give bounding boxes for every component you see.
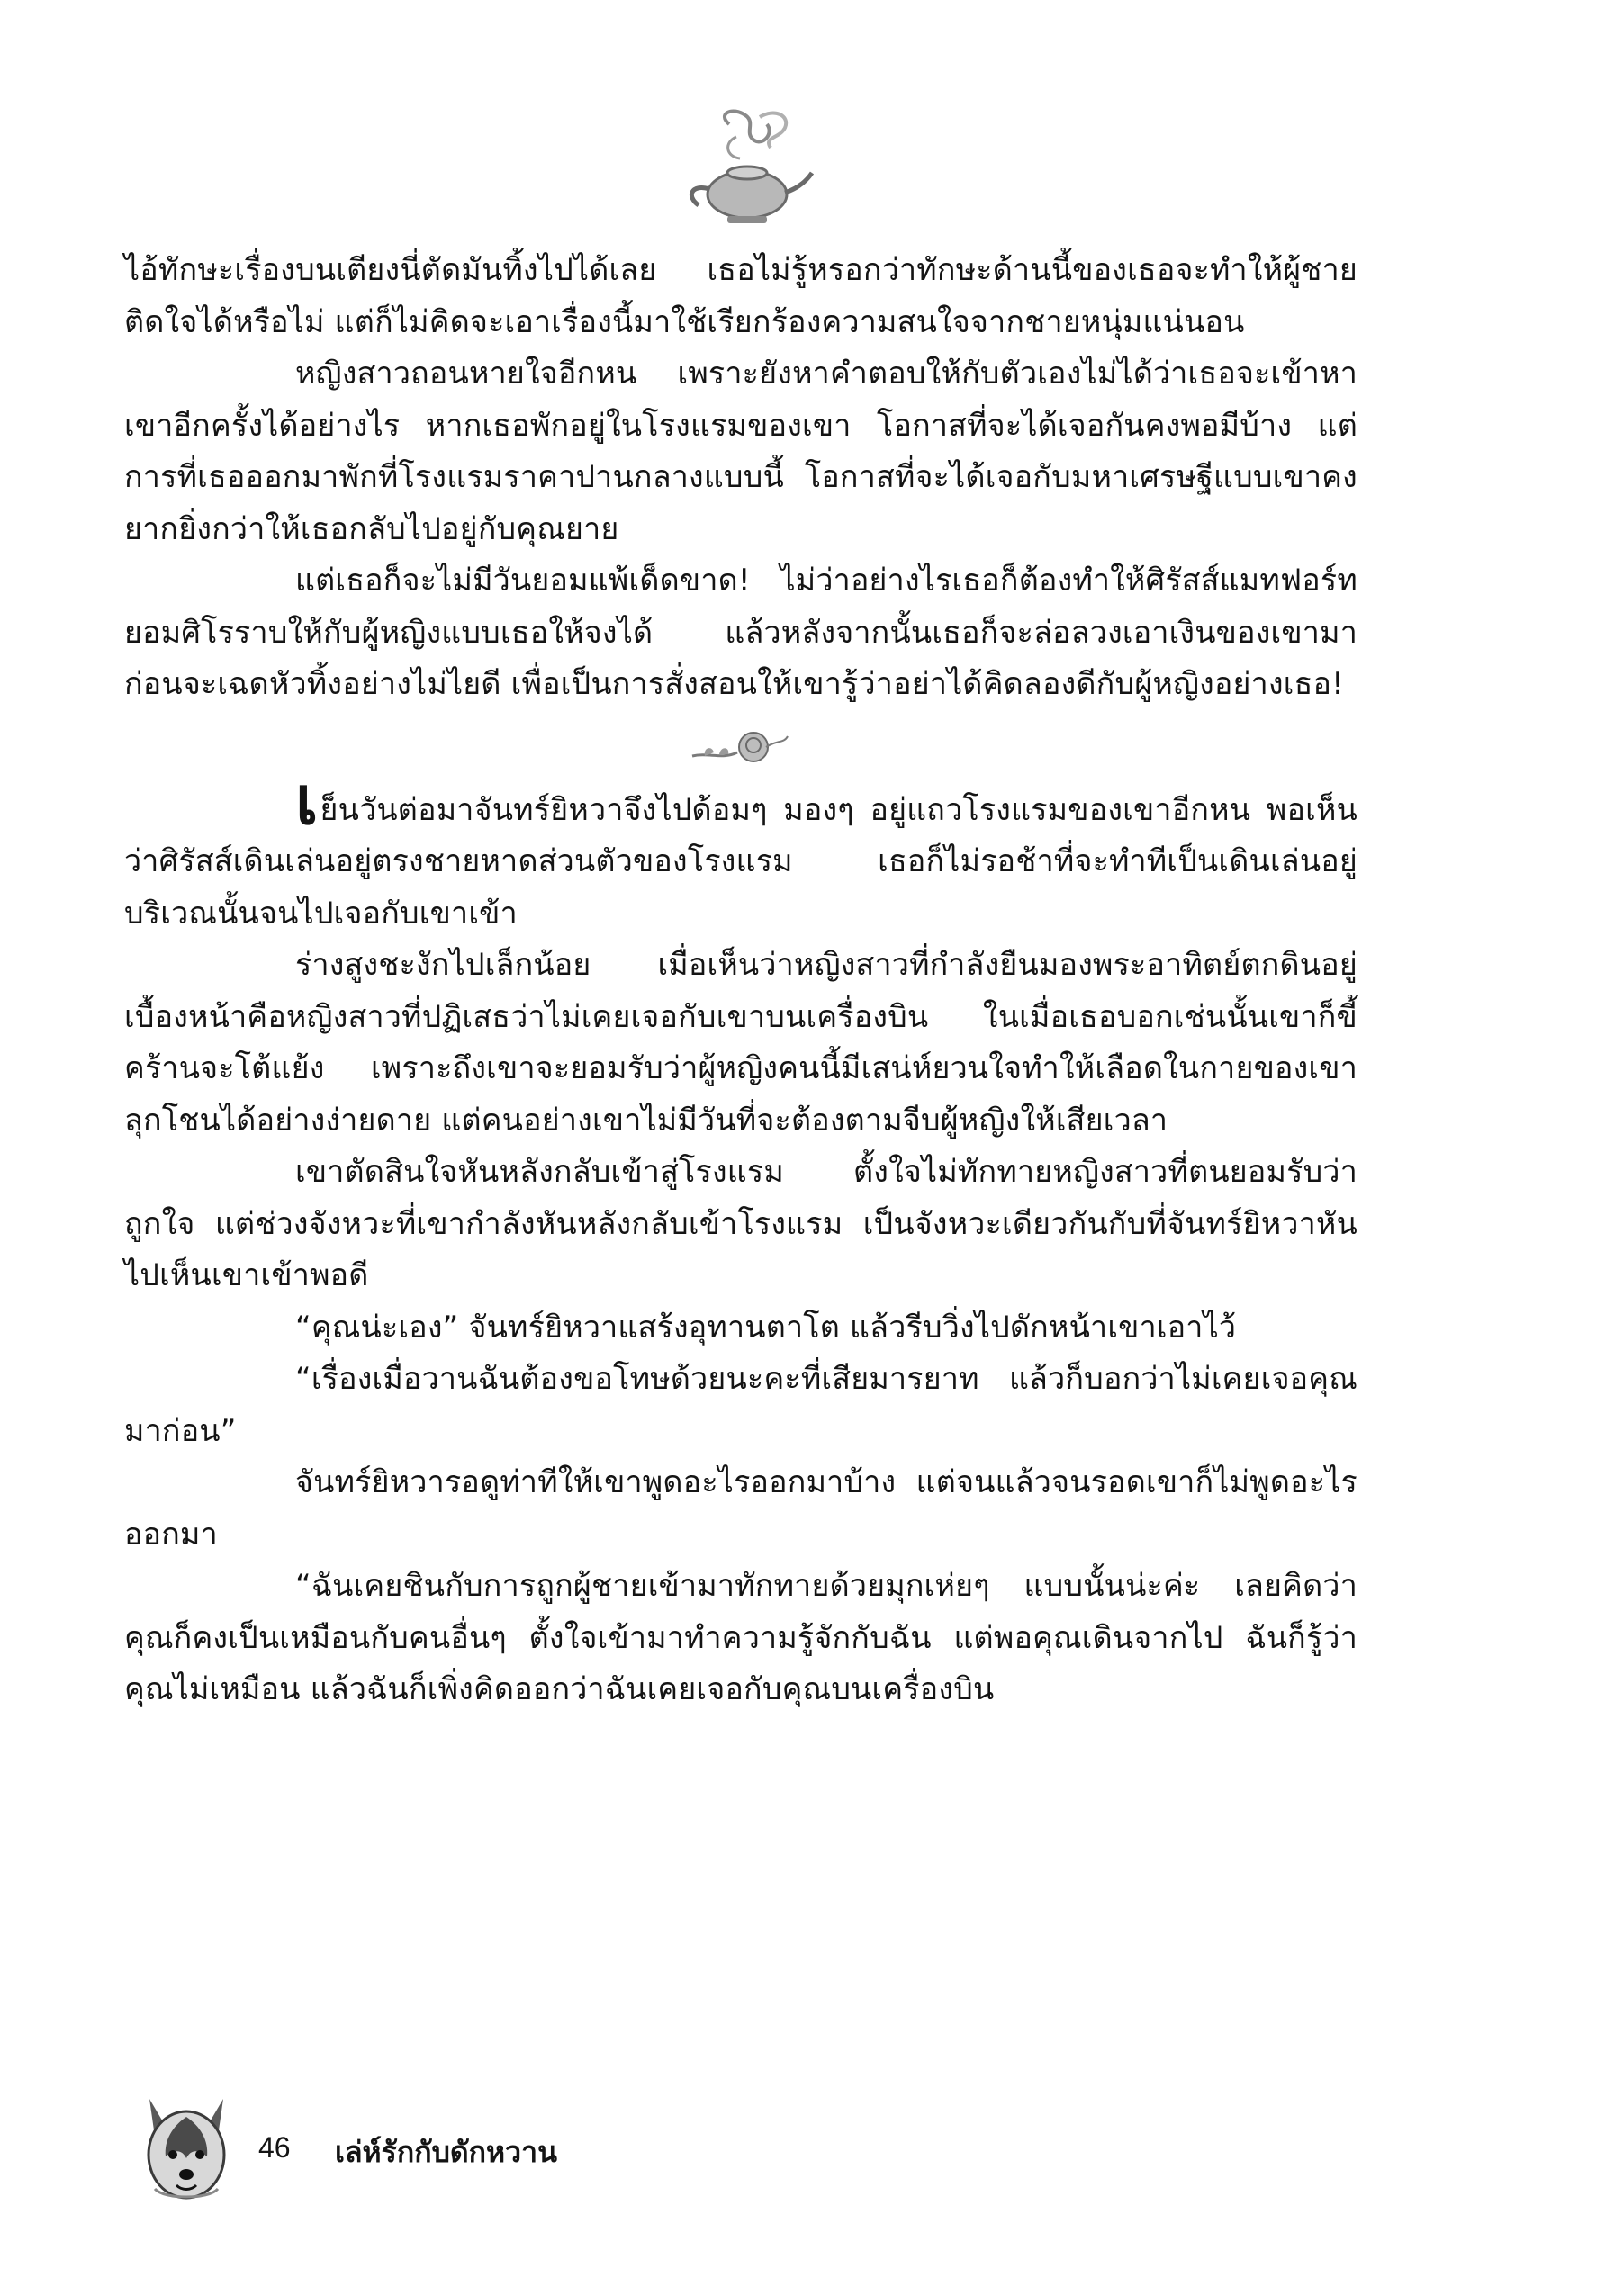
book-title: เล่ห์รักกับดักหวาน [335,2135,557,2169]
teapot-ornament-icon [673,106,817,232]
section-divider [124,711,1357,783]
paragraph-2: หญิงสาวถอนหายใจอีกหน เพราะยังหาคำตอบให้กับตัวเองไม่ได้ว่าเธอจะเข้าหาเขาอีกครั้งได้อย่างไร หากเธอพักอยู่ในโรงแรมของเขา โอกาสที่จะได้เจอกันคงพอมีบ้าง แต่การที่เธอออกมาพักที่โรงแรมราคาปานกลางแบบนี้ โอกาสที่จะได้เจอกับมหาเศรษฐีแบบเขาคงยากยิ่งกว่าให้เธอกลับไปอยู่กับคุณยาย [124,356,1357,547]
paragraph-9: จันทร์ยิหวารอดูท่าทีให้เขาพูดอะไรออกมาบ้าง แต่จนแล้วจนรอดเขาก็ไม่พูดอะไรออกมา [124,1464,1357,1553]
page-footer [137,2090,857,2207]
paragraph-1: ไอ้ทักษะเรื่องบนเตียงนี่ตัดมันทิ้งไปได้เลย เธอไม่รู้หรอกว่าทักษะด้านนี้ของเธอจะทำให้ผู้ชายติดใจได้หรือไม่ แต่ก็ไม่คิดจะเอาเรื่องนี้มาใช้เรียกร้องความสนใจจากชายหนุ่มแน่นอน [124,252,1357,340]
paragraph-8: “เรื่องเมื่อวานฉันต้องขอโทษด้วยนะคะที่เสียมารยาท แล้วก็บอกว่าไม่เคยเจอคุณมาก่อน” [124,1361,1357,1449]
paragraph-7: “คุณน่ะเอง” จันทร์ยิหวาแสร้งอุทานตาโต แล้วรีบวิ่งไปดักหน้าเขาเอาไว้ [295,1309,1237,1346]
drop-cap: เ [295,761,319,840]
page-number: 46 [258,2131,291,2164]
paragraph-5: ร่างสูงชะงักไปเล็กน้อย เมื่อเห็นว่าหญิงสาวที่กำลังยืนมองพระอาทิตย์ตกดินอยู่เบื้องหน้าคือหญิงสาวที่ปฏิเสธว่าไม่เคยเจอกับเขาบนเครื่องบิน ในเมื่อเธอบอกเช่นนั้นเขาก็ขี้คร้านจะโต้แย้ง เพราะถึงเขาจะยอมรับว่าผู้หญิงคนนี้มีเสน่ห์ยวนใจทำให้เลือดในกายของเขาลุกโชนได้อย่างง่ายดาย แต่คนอย่างเขาไม่มีวันที่จะต้องตามจีบผู้หญิงให้เสียเวลา [124,947,1357,1139]
paragraph-10: “ฉันเคยชินกับการถูกผู้ชายเข้ามาทักทายด้วยมุกเห่ยๆ แบบนั้นน่ะค่ะ เลยคิดว่าคุณก็คงเป็นเหมือนกับคนอื่นๆ ตั้งใจเข้ามาทำความรู้จักกับฉัน แต่พอคุณเดินจากไป ฉันก็รู้ว่าคุณไม่เหมือน แล้วฉันก็เพิ่งคิดออกว่าฉันเคยเจอกับคุณบนเครื่องบิน [124,1568,1357,1707]
paragraph-4-text: ย็นวันต่อมาจันทร์ยิหวาจึงไปด้อมๆ มองๆ อยู่แถวโรงแรมของเขาอีกหน พอเห็นว่าศิรัสส์เดินเล่นอยู่ตรงชายหาดส่วนตัวของโรงแรม เธอก็ไม่รอช้าที่จะทำทีเป็นเดินเล่นอยู่บริเวณนั้นจนไปเจอกับเขาเข้า [124,791,1357,932]
paragraph-3: แต่เธอก็จะไม่มีวันยอมแพ้เด็ดขาด! ไม่ว่าอย่างไรเธอก็ต้องทำให้ศิรัสส์แมทฟอร์ทยอมศิโรราบให้กับผู้หญิงแบบเธอให้จงได้ แล้วหลังจากนั้นเธอก็จะล่อลวงเอาเงินของเขามา ก่อนจะเฉดหัวทิ้งอย่างไม่ไยดี เพื่อเป็นการสั่งสอนให้เขารู้ว่าอย่าได้คิดลองดีกับผู้หญิงอย่างเธอ! [124,563,1357,702]
paragraph-6: เขาตัดสินใจหันหลังกลับเข้าสู่โรงแรม ตั้งใจไม่ทักทายหญิงสาวที่ตนยอมรับว่าถูกใจ แต่ช่วงจังหวะที่เขากำลังหันหลังกลับเข้าโรงแรม เป็นจังหวะเดียวกันกับที่จันทร์ยิหวาหันไปเห็นเขาเข้าพอดี [124,1154,1357,1293]
body-text [124,245,1357,1716]
paragraph-4 [124,761,1357,941]
husky-dog-icon [137,2090,236,2207]
rose-divider-icon [687,716,795,779]
